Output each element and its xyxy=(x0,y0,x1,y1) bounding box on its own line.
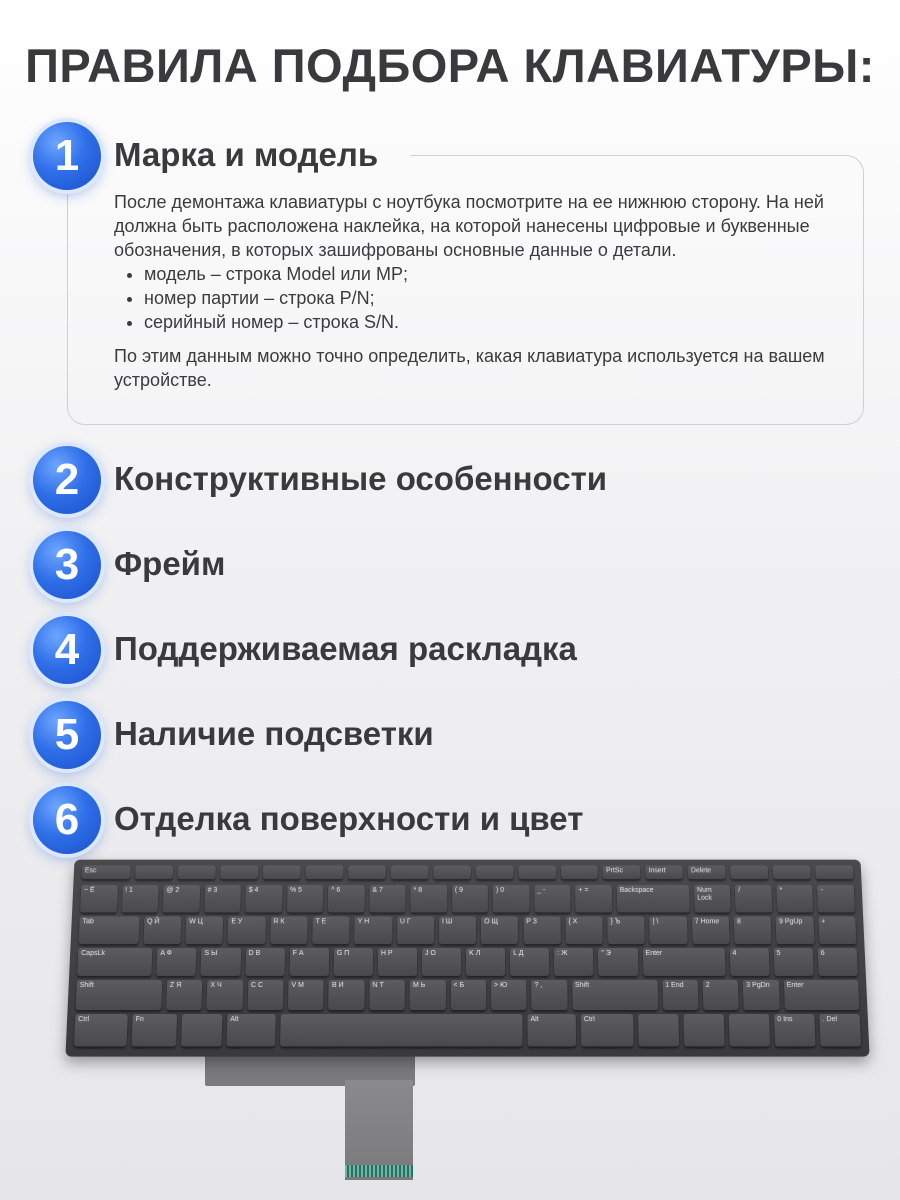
keyboard-key xyxy=(815,865,853,879)
keyboard-key: $ 4 xyxy=(245,885,282,912)
keyboard-key xyxy=(638,1014,679,1046)
keyboard-key: + xyxy=(818,916,856,944)
section-heading-4: Поддерживаемая раскладка xyxy=(114,630,577,667)
keyboard-key xyxy=(683,1014,724,1046)
keyboard-key: Shift xyxy=(76,980,162,1010)
keyboard-key: N Т xyxy=(369,980,405,1010)
keyboard-key: W Ц xyxy=(185,916,223,944)
details-closing: По этим данным можно точно определить, какая клавиатура используется на вашем устройстве. xyxy=(114,346,825,390)
keyboard-key: _ - xyxy=(534,885,571,912)
keyboard-key: ) 0 xyxy=(493,885,529,912)
step-badge-6: 6 xyxy=(33,786,101,854)
keyboard-key: 5 xyxy=(773,948,813,976)
keyboard-key: Ctrl xyxy=(581,1014,634,1046)
step-badge-1: 1 xyxy=(33,122,101,190)
keyboard-key: 6 xyxy=(818,948,858,976)
keyboard-key: Z Я xyxy=(166,980,203,1010)
section-heading-3: Фрейм xyxy=(114,545,226,582)
keyboard-key xyxy=(181,1014,222,1046)
keyboard-key: K Л xyxy=(466,948,505,976)
keyboard-key: C С xyxy=(247,980,283,1010)
section-heading-1: Марка и модель xyxy=(114,136,379,173)
keyboard-key: ( 9 xyxy=(452,885,488,912)
keyboard-key: Delete xyxy=(688,865,726,879)
keyboard-key: / xyxy=(735,885,772,912)
keyboard-key: Q Й xyxy=(143,916,181,944)
keyboard-key: ? , xyxy=(531,980,567,1010)
keyboard-key: P З xyxy=(523,916,560,944)
keyboard-key: T Е xyxy=(312,916,350,944)
keyboard-key: 1 End xyxy=(662,980,698,1010)
keyboard-key: U Г xyxy=(397,916,434,944)
keyboard-key: R К xyxy=(270,916,308,944)
keyboard-key xyxy=(263,865,301,879)
keyboard-key: Y Н xyxy=(354,916,391,944)
keyboard-key: G П xyxy=(333,948,373,976)
keyboard-key: } Ъ xyxy=(607,916,645,944)
keyboard-key: H Р xyxy=(378,948,417,976)
keyboard-key: Shift xyxy=(572,980,658,1010)
page-title: ПРАВИЛА ПОДБОРА КЛАВИАТУРЫ: xyxy=(25,39,875,92)
keyboard-key: & 7 xyxy=(369,885,406,912)
keyboard-key: * 8 xyxy=(411,885,447,912)
step-badge-4: 4 xyxy=(33,616,101,684)
keyboard-key: Alt xyxy=(227,1014,276,1046)
keyboard-key: Num Lock xyxy=(694,885,731,912)
keyboard-key: 8 xyxy=(734,916,772,944)
keyboard-key xyxy=(348,865,386,879)
keyboard-key: " Э xyxy=(598,948,638,976)
keyboard-key: 4 xyxy=(729,948,769,976)
keyboard-key: : Ж xyxy=(554,948,593,976)
step-badge-2: 2 xyxy=(33,446,101,514)
keyboard-key: Insert xyxy=(645,865,683,879)
keyboard-key: D В xyxy=(245,948,285,976)
list-item: • модель – строка Model или MP; xyxy=(144,262,854,286)
keyboard-key: Alt xyxy=(527,1014,576,1046)
keyboard-key: . Del xyxy=(819,1014,861,1046)
keyboard-key: I Ш xyxy=(439,916,476,944)
details-list xyxy=(114,262,854,334)
keyboard-key: # 3 xyxy=(204,885,241,912)
keyboard-key: ^ 6 xyxy=(328,885,365,912)
keyboard-key xyxy=(280,1014,523,1046)
keyboard-key xyxy=(773,865,811,879)
keyboard-key: J О xyxy=(422,948,461,976)
keyboard-key xyxy=(220,865,258,879)
keyboard-key: < Б xyxy=(450,980,486,1010)
list-item: • номер партии – строка P/N; xyxy=(144,286,854,310)
keyboard-key: B И xyxy=(329,980,365,1010)
keyboard-key: O Щ xyxy=(481,916,518,944)
keyboard-key: % 5 xyxy=(287,885,324,912)
keyboard-key: Fn xyxy=(132,1014,178,1046)
keyboard-key: X Ч xyxy=(207,980,243,1010)
keyboard-key xyxy=(518,865,556,879)
keyboard-key: Enter xyxy=(642,948,725,976)
section-heading-2: Конструктивные особенности xyxy=(114,460,608,497)
keyboard-key: CapsLk xyxy=(77,948,152,976)
keyboard-key: 3 PgDn xyxy=(743,980,780,1010)
keyboard-key xyxy=(178,865,216,879)
list-item: • серийный номер – строка S/N. xyxy=(144,310,854,334)
keyboard-key: | \ xyxy=(650,916,688,944)
keyboard-cable-connector xyxy=(345,1165,413,1177)
keyboard-key: 9 PgUp xyxy=(776,916,814,944)
keyboard-key: * xyxy=(776,885,813,912)
keyboard-key: 2 xyxy=(703,980,739,1010)
step-badge-3: 3 xyxy=(33,531,101,599)
keyboard-key: Enter xyxy=(784,980,860,1010)
keyboard-key: ! 1 xyxy=(121,885,158,912)
keyboard-key xyxy=(305,865,343,879)
keyboard-key: @ 2 xyxy=(163,885,200,912)
keyboard-key: Ctrl xyxy=(74,1014,128,1046)
keyboard-key xyxy=(135,865,173,879)
keyboard-key xyxy=(730,865,768,879)
keyboard-key xyxy=(433,865,471,879)
step-badge-5: 5 xyxy=(33,701,101,769)
section-heading-6: Отделка поверхности и цвет xyxy=(114,800,584,837)
keyboard-image xyxy=(65,860,869,1057)
keyboard-key: M Ь xyxy=(410,980,446,1010)
keyboard-key: L Д xyxy=(510,948,549,976)
keyboard-key: + = xyxy=(575,885,612,912)
keyboard-key: - xyxy=(818,885,855,912)
keyboard-key: Backspace xyxy=(617,885,690,912)
keyboard-key: 0 Ins xyxy=(774,1014,816,1046)
keyboard-key: Esc xyxy=(82,865,131,879)
section-heading-5: Наличие подсветки xyxy=(114,715,434,752)
keyboard-key: S Ы xyxy=(201,948,241,976)
keyboard-key: A Ф xyxy=(157,948,197,976)
keyboard-key: F А xyxy=(289,948,329,976)
keyboard-key xyxy=(391,865,429,879)
keyboard-key: > Ю xyxy=(491,980,527,1010)
keyboard-key xyxy=(561,865,599,879)
keyboard-key: 7 Home xyxy=(692,916,730,944)
keyboard-key: Tab xyxy=(79,916,140,944)
keyboard-key: V М xyxy=(288,980,324,1010)
keyboard-key: E У xyxy=(228,916,266,944)
details-intro: После демонтажа клавиатуры с ноутбука посмотрите на ее нижнюю сторону. На ней должна быть расположена наклейка, на которой нанесены цифровые и буквенные обозначения, в которых зашифрованы основные данные о детали. xyxy=(114,192,824,260)
keyboard-key: { Х xyxy=(565,916,603,944)
keyboard-key xyxy=(729,1014,770,1046)
keyboard-key xyxy=(476,865,514,879)
keyboard-key: PrtSc xyxy=(603,865,641,879)
keyboard-key: ~ Ё xyxy=(80,885,117,912)
details-text xyxy=(114,190,854,392)
